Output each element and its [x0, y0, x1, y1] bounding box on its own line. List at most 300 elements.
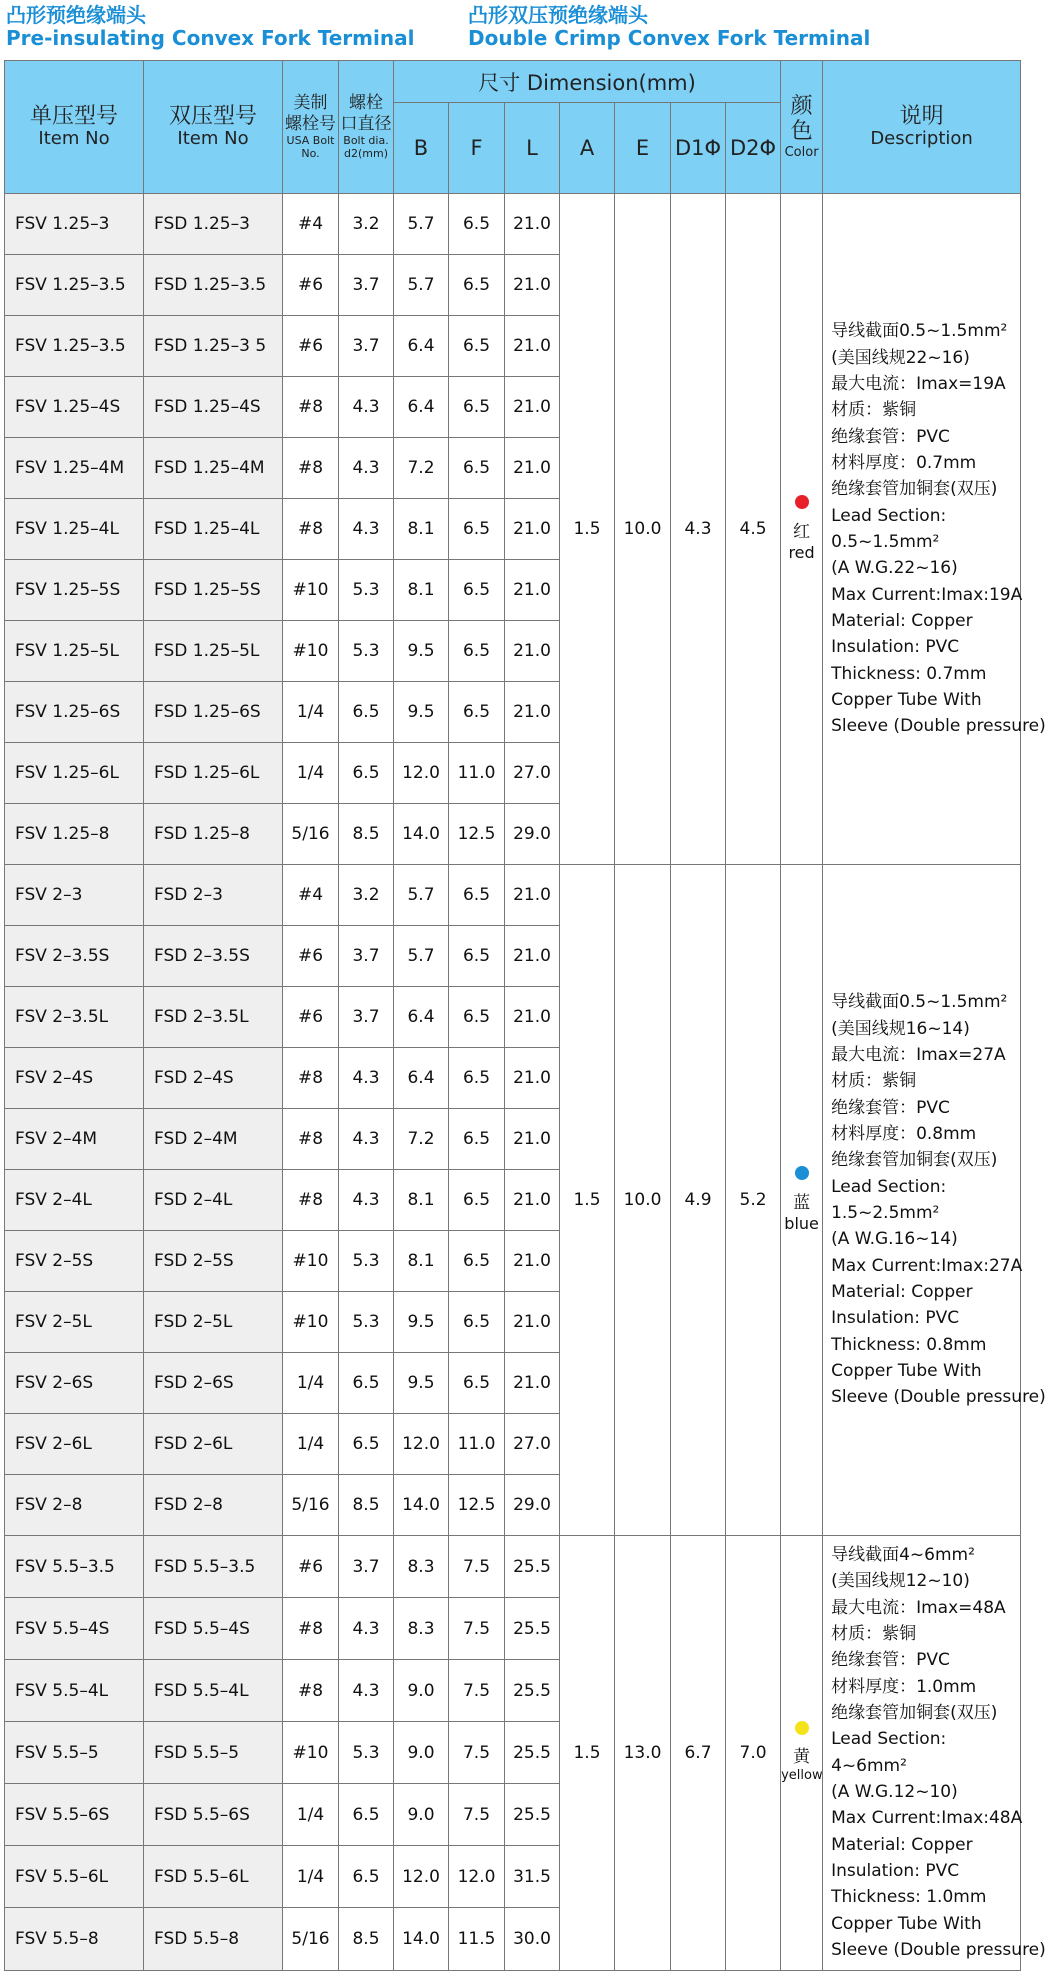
cell-dim-f: 6.5	[449, 255, 505, 316]
cell-dim-l: 21.0	[505, 438, 560, 499]
cell-dim-l: 21.0	[505, 987, 560, 1048]
color-label-cn: 黄	[793, 1747, 811, 1768]
description-line: (美国线规22~16)	[831, 347, 970, 368]
header-single-item	[5, 61, 144, 194]
cell-single-item-no: FSV 5.5–6S	[5, 1784, 144, 1846]
cell-bolt-dia: 8.5	[339, 1475, 394, 1536]
cell-bolt-dia: 4.3	[339, 1170, 394, 1231]
description-line: Copper Tube With	[831, 1913, 982, 1934]
description-line: 导线截面0.5~1.5mm²	[831, 321, 1008, 342]
cell-usa-bolt-no: #8	[283, 438, 339, 499]
cell-bolt-dia: 6.5	[339, 1353, 394, 1414]
cell-dim-l: 25.5	[505, 1660, 560, 1722]
header-bolt-en1: Bolt dia.	[343, 134, 389, 148]
cell-double-item-no: FSD 5.5–6S	[144, 1784, 283, 1846]
color-dot-icon	[795, 495, 809, 509]
cell-dim-l: 21.0	[505, 1231, 560, 1292]
cell-dim-f: 7.5	[449, 1784, 505, 1846]
cell-color	[781, 1536, 823, 1971]
cell-usa-bolt-no: #8	[283, 499, 339, 560]
cell-dim-f: 12.5	[449, 1475, 505, 1536]
cell-dim-l: 21.0	[505, 1353, 560, 1414]
cell-single-item-no: FSV 2–3	[5, 865, 144, 926]
cell-dim-l: 21.0	[505, 865, 560, 926]
cell-dim-f: 6.5	[449, 1170, 505, 1231]
cell-dim-b: 5.7	[394, 926, 449, 987]
cell-usa-bolt-no: #4	[283, 865, 339, 926]
cell-dim-b: 9.0	[394, 1784, 449, 1846]
description-line: Thickness: 1.0mm	[831, 1887, 987, 1908]
header-dimension: 尺寸 Dimension(mm)	[394, 61, 781, 103]
cell-usa-bolt-no: 1/4	[283, 1784, 339, 1846]
cell-double-item-no: FSD 2–5S	[144, 1231, 283, 1292]
cell-usa-bolt-no: #10	[283, 560, 339, 621]
cell-dim-l: 25.5	[505, 1598, 560, 1660]
title-right	[468, 4, 870, 50]
table-body	[5, 194, 1046, 1971]
cell-double-item-no: FSD 2–3	[144, 865, 283, 926]
cell-bolt-dia: 3.7	[339, 926, 394, 987]
description-line: 最大电流：Imax=27A	[831, 1044, 1006, 1065]
description-line: Sleeve (Double pressure)	[831, 1387, 1046, 1408]
cell-usa-bolt-no: #8	[283, 377, 339, 438]
cell-dim-b: 14.0	[394, 1475, 449, 1536]
cell-single-item-no: FSV 2–3.5L	[5, 987, 144, 1048]
header-desc-cn: 说明	[899, 104, 944, 129]
cell-dim-b: 9.0	[394, 1722, 449, 1784]
header-usa-bolt	[283, 61, 339, 194]
cell-single-item-no: FSV 5.5–3.5	[5, 1536, 144, 1598]
cell-usa-bolt-no: #10	[283, 1722, 339, 1784]
cell-dim-e: 10.0	[615, 865, 671, 1536]
description-line: Sleeve (Double pressure)	[831, 1940, 1046, 1961]
cell-dim-f: 6.5	[449, 926, 505, 987]
cell-dim-d1: 4.3	[671, 194, 726, 865]
cell-dim-b: 8.1	[394, 1170, 449, 1231]
cell-double-item-no: FSD 1.25–5L	[144, 621, 283, 682]
cell-bolt-dia: 5.3	[339, 560, 394, 621]
description-line: 绝缘套管加铜套(双压)	[831, 1150, 998, 1171]
cell-double-item-no: FSD 1.25–3 5	[144, 316, 283, 377]
description-line: Sleeve (Double pressure)	[831, 716, 1046, 737]
page-titles	[0, 0, 1024, 60]
cell-double-item-no: FSD 2–3.5L	[144, 987, 283, 1048]
cell-dim-b: 6.4	[394, 987, 449, 1048]
description-line: (A W.G.12~10)	[831, 1782, 958, 1803]
cell-single-item-no: FSV 2–5S	[5, 1231, 144, 1292]
cell-double-item-no: FSD 2–5L	[144, 1292, 283, 1353]
description-line: 绝缘套管：PVC	[831, 426, 950, 447]
cell-dim-b: 12.0	[394, 1846, 449, 1908]
cell-double-item-no: FSD 2–4L	[144, 1170, 283, 1231]
cell-dim-b: 5.7	[394, 255, 449, 316]
header-single-cn: 单压型号	[29, 104, 118, 129]
header-double-item	[144, 61, 283, 194]
cell-dim-f: 7.5	[449, 1536, 505, 1598]
cell-bolt-dia: 4.3	[339, 438, 394, 499]
cell-double-item-no: FSD 2–6S	[144, 1353, 283, 1414]
cell-dim-e: 10.0	[615, 194, 671, 865]
color-label-en: yellow	[781, 1768, 823, 1784]
table-row	[5, 194, 1021, 255]
cell-dim-f: 6.5	[449, 987, 505, 1048]
table-row	[5, 1536, 1021, 1598]
description-line: 材质：紫铜	[831, 400, 917, 421]
header-bolt-en2: d2(mm)	[344, 147, 388, 161]
description-line: 4~6mm²	[831, 1755, 907, 1776]
description-line: Max Current:Imax:27A	[831, 1255, 1023, 1276]
cell-usa-bolt-no: 5/16	[283, 1908, 339, 1970]
cell-dim-b: 8.1	[394, 1231, 449, 1292]
cell-bolt-dia: 4.3	[339, 499, 394, 560]
description-line: 绝缘套管：PVC	[831, 1650, 950, 1671]
cell-dim-l: 21.0	[505, 1170, 560, 1231]
description-line: Insulation: PVC	[831, 637, 960, 658]
cell-dim-f: 6.5	[449, 1109, 505, 1170]
cell-usa-bolt-no: #10	[283, 1231, 339, 1292]
cell-dim-f: 6.5	[449, 194, 505, 255]
cell-single-item-no: FSV 2–3.5S	[5, 926, 144, 987]
cell-bolt-dia: 4.3	[339, 1109, 394, 1170]
cell-bolt-dia: 8.5	[339, 1908, 394, 1970]
cell-usa-bolt-no: #6	[283, 1536, 339, 1598]
cell-single-item-no: FSV 1.25–8	[5, 804, 144, 865]
cell-dim-f: 6.5	[449, 438, 505, 499]
cell-dim-f: 6.5	[449, 865, 505, 926]
cell-bolt-dia: 5.3	[339, 1292, 394, 1353]
title-left-en: Pre-insulating Convex Fork Terminal	[6, 26, 415, 50]
cell-bolt-dia: 3.7	[339, 1536, 394, 1598]
cell-usa-bolt-no: #10	[283, 621, 339, 682]
header-double-cn: 双压型号	[168, 104, 257, 129]
cell-double-item-no: FSD 1.25–6S	[144, 682, 283, 743]
cell-dim-f: 6.5	[449, 1292, 505, 1353]
description-line: Material: Copper	[831, 1834, 973, 1855]
cell-bolt-dia: 6.5	[339, 1414, 394, 1475]
cell-double-item-no: FSD 2–4M	[144, 1109, 283, 1170]
cell-dim-l: 21.0	[505, 316, 560, 377]
cell-dim-l: 25.5	[505, 1536, 560, 1598]
description-line: Copper Tube With	[831, 690, 982, 711]
cell-bolt-dia: 4.3	[339, 1048, 394, 1109]
cell-dim-l: 27.0	[505, 1414, 560, 1475]
description-line: Thickness: 0.7mm	[831, 663, 987, 684]
header-D1: D1Φ	[671, 103, 726, 194]
cell-double-item-no: FSD 1.25–5S	[144, 560, 283, 621]
header-A: A	[560, 103, 615, 194]
description-line: 材料厚度：0.7mm	[831, 452, 977, 473]
description-line: 导线截面4~6mm²	[831, 1545, 975, 1565]
cell-dim-d1: 6.7	[671, 1536, 726, 1971]
description-line: 材料厚度：0.8mm	[831, 1123, 977, 1144]
cell-usa-bolt-no: #10	[283, 1292, 339, 1353]
cell-bolt-dia: 6.5	[339, 1784, 394, 1846]
description-line: 最大电流：Imax=19A	[831, 373, 1006, 394]
cell-dim-f: 6.5	[449, 1353, 505, 1414]
cell-double-item-no: FSD 5.5–8	[144, 1908, 283, 1970]
cell-double-item-no: FSD 1.25–4M	[144, 438, 283, 499]
cell-double-item-no: FSD 5.5–4L	[144, 1660, 283, 1722]
cell-dim-l: 21.0	[505, 926, 560, 987]
description-line: Material: Copper	[831, 611, 973, 632]
table-row	[5, 865, 1021, 926]
description-line: Insulation: PVC	[831, 1308, 960, 1329]
cell-double-item-no: FSD 2–8	[144, 1475, 283, 1536]
cell-bolt-dia: 6.5	[339, 743, 394, 804]
cell-dim-l: 21.0	[505, 255, 560, 316]
description-line: Lead Section:	[831, 1729, 947, 1750]
cell-single-item-no: FSV 1.25–4M	[5, 438, 144, 499]
cell-single-item-no: FSV 1.25–3	[5, 194, 144, 255]
cell-dim-l: 31.5	[505, 1846, 560, 1908]
description-line: Copper Tube With	[831, 1361, 982, 1382]
description-line: 1.5~2.5mm²	[831, 1203, 940, 1223]
description-line: (A W.G.16~14)	[831, 1229, 958, 1250]
color-label-cn: 红	[793, 521, 811, 542]
cell-dim-l: 21.0	[505, 621, 560, 682]
cell-color	[781, 865, 823, 1536]
header-desc-en: Description	[870, 128, 973, 150]
cell-description	[823, 1536, 1046, 1971]
description-line: (美国线规16~14)	[831, 1018, 970, 1039]
cell-dim-b: 14.0	[394, 804, 449, 865]
cell-dim-b: 12.0	[394, 743, 449, 804]
header-description	[823, 61, 1021, 194]
title-right-en: Double Crimp Convex Fork Terminal	[468, 26, 871, 50]
cell-single-item-no: FSV 2–5L	[5, 1292, 144, 1353]
cell-double-item-no: FSD 1.25–4L	[144, 499, 283, 560]
cell-dim-b: 9.5	[394, 621, 449, 682]
cell-dim-d2: 7.0	[726, 1536, 781, 1971]
cell-dim-l: 27.0	[505, 743, 560, 804]
cell-single-item-no: FSV 1.25–5L	[5, 621, 144, 682]
header-E: E	[615, 103, 671, 194]
cell-dim-l: 21.0	[505, 560, 560, 621]
cell-usa-bolt-no: #6	[283, 255, 339, 316]
header-F: F	[449, 103, 505, 194]
cell-dim-a: 1.5	[560, 194, 615, 865]
cell-dim-l: 21.0	[505, 1109, 560, 1170]
cell-bolt-dia: 5.3	[339, 1722, 394, 1784]
cell-dim-a: 1.5	[560, 1536, 615, 1971]
cell-dim-l: 25.5	[505, 1722, 560, 1784]
cell-usa-bolt-no: 5/16	[283, 804, 339, 865]
cell-single-item-no: FSV 2–4L	[5, 1170, 144, 1231]
cell-dim-b: 7.2	[394, 1109, 449, 1170]
title-left-cn: 凸形预绝缘端头	[6, 3, 146, 27]
cell-double-item-no: FSD 5.5–3.5	[144, 1536, 283, 1598]
title-left	[6, 4, 414, 50]
cell-description	[823, 194, 1046, 865]
cell-dim-b: 5.7	[394, 865, 449, 926]
cell-single-item-no: FSV 2–8	[5, 1475, 144, 1536]
cell-usa-bolt-no: 1/4	[283, 1414, 339, 1475]
cell-single-item-no: FSV 2–6L	[5, 1414, 144, 1475]
description-line: 绝缘套管：PVC	[831, 1097, 950, 1118]
description-line: 0.5~1.5mm²	[831, 532, 940, 552]
cell-usa-bolt-no: 1/4	[283, 743, 339, 804]
cell-double-item-no: FSD 5.5–4S	[144, 1598, 283, 1660]
header-usa-cn2: 螺栓号	[285, 113, 336, 134]
cell-bolt-dia: 3.7	[339, 987, 394, 1048]
cell-bolt-dia: 4.3	[339, 377, 394, 438]
cell-dim-b: 8.1	[394, 560, 449, 621]
cell-dim-f: 11.0	[449, 743, 505, 804]
cell-dim-b: 14.0	[394, 1908, 449, 1970]
description-line: Max Current:Imax:19A	[831, 584, 1023, 605]
cell-dim-f: 6.5	[449, 377, 505, 438]
cell-double-item-no: FSD 1.25–6L	[144, 743, 283, 804]
header-bolt-dia	[339, 61, 394, 194]
spec-table	[4, 60, 1046, 1971]
cell-usa-bolt-no: #8	[283, 1048, 339, 1109]
cell-usa-bolt-no: #4	[283, 194, 339, 255]
description-line: Insulation: PVC	[831, 1861, 960, 1882]
cell-dim-f: 11.0	[449, 1414, 505, 1475]
cell-single-item-no: FSV 1.25–4S	[5, 377, 144, 438]
cell-dim-l: 21.0	[505, 194, 560, 255]
cell-single-item-no: FSV 5.5–8	[5, 1908, 144, 1970]
description-line: 最大电流：Imax=48A	[831, 1597, 1006, 1618]
cell-single-item-no: FSV 1.25–6S	[5, 682, 144, 743]
cell-single-item-no: FSV 2–4S	[5, 1048, 144, 1109]
header-color	[781, 61, 823, 194]
header-B: B	[394, 103, 449, 194]
cell-dim-a: 1.5	[560, 865, 615, 1536]
cell-dim-l: 21.0	[505, 377, 560, 438]
cell-dim-f: 6.5	[449, 621, 505, 682]
cell-dim-b: 9.5	[394, 1353, 449, 1414]
cell-usa-bolt-no: #8	[283, 1660, 339, 1722]
cell-dim-f: 6.5	[449, 682, 505, 743]
cell-bolt-dia: 5.3	[339, 621, 394, 682]
cell-dim-l: 21.0	[505, 499, 560, 560]
cell-dim-f: 6.5	[449, 1231, 505, 1292]
cell-dim-b: 6.4	[394, 377, 449, 438]
header-double-en: Item No	[177, 128, 249, 150]
description-line: (美国线规12~10)	[831, 1571, 970, 1592]
cell-bolt-dia: 4.3	[339, 1660, 394, 1722]
cell-single-item-no: FSV 5.5–5	[5, 1722, 144, 1784]
cell-double-item-no: FSD 1.25–8	[144, 804, 283, 865]
cell-dim-b: 7.2	[394, 438, 449, 499]
cell-usa-bolt-no: 1/4	[283, 1353, 339, 1414]
cell-single-item-no: FSV 2–6S	[5, 1353, 144, 1414]
cell-usa-bolt-no: #8	[283, 1109, 339, 1170]
cell-dim-b: 8.3	[394, 1598, 449, 1660]
cell-bolt-dia: 3.2	[339, 194, 394, 255]
cell-bolt-dia: 8.5	[339, 804, 394, 865]
header-usa-en: USA Bolt No.	[286, 134, 335, 161]
cell-dim-b: 6.4	[394, 1048, 449, 1109]
cell-usa-bolt-no: #8	[283, 1598, 339, 1660]
cell-dim-b: 8.1	[394, 499, 449, 560]
cell-double-item-no: FSD 2–3.5S	[144, 926, 283, 987]
cell-dim-l: 29.0	[505, 804, 560, 865]
header-bolt-cn1: 螺栓	[349, 93, 383, 114]
cell-dim-b: 9.5	[394, 1292, 449, 1353]
description-line: Material: Copper	[831, 1282, 973, 1303]
description-line: (A W.G.22~16)	[831, 558, 958, 579]
cell-usa-bolt-no: 1/4	[283, 682, 339, 743]
cell-single-item-no: FSV 1.25–5S	[5, 560, 144, 621]
description-line: 材质：紫铜	[831, 1071, 917, 1092]
cell-dim-d2: 4.5	[726, 194, 781, 865]
cell-single-item-no: FSV 1.25–4L	[5, 499, 144, 560]
cell-usa-bolt-no: #8	[283, 1170, 339, 1231]
cell-dim-l: 21.0	[505, 1292, 560, 1353]
cell-bolt-dia: 4.3	[339, 1598, 394, 1660]
description-line: 绝缘套管加铜套(双压)	[831, 479, 998, 500]
cell-dim-e: 13.0	[615, 1536, 671, 1971]
cell-double-item-no: FSD 5.5–5	[144, 1722, 283, 1784]
header-single-en: Item No	[38, 128, 110, 150]
cell-single-item-no: FSV 5.5–6L	[5, 1846, 144, 1908]
cell-double-item-no: FSD 2–6L	[144, 1414, 283, 1475]
cell-double-item-no: FSD 1.25–4S	[144, 377, 283, 438]
cell-dim-d2: 5.2	[726, 865, 781, 1536]
description-line: 绝缘套管加铜套(双压)	[831, 1703, 998, 1724]
cell-dim-l: 21.0	[505, 1048, 560, 1109]
cell-dim-d1: 4.9	[671, 865, 726, 1536]
cell-single-item-no: FSV 1.25–3.5	[5, 255, 144, 316]
header-bolt-cn2: 口直径	[340, 113, 392, 134]
cell-dim-b: 9.5	[394, 682, 449, 743]
color-label-cn: 蓝	[793, 1192, 811, 1213]
cell-dim-f: 12.0	[449, 1846, 505, 1908]
cell-dim-b: 8.3	[394, 1536, 449, 1598]
cell-dim-f: 6.5	[449, 1048, 505, 1109]
table-header	[5, 61, 1021, 194]
description-line: 材质：紫铜	[831, 1624, 917, 1645]
cell-dim-b: 12.0	[394, 1414, 449, 1475]
color-dot-icon	[795, 1166, 809, 1180]
header-L: L	[505, 103, 560, 194]
color-label-en: red	[788, 542, 815, 562]
cell-single-item-no: FSV 1.25–6L	[5, 743, 144, 804]
cell-dim-f: 6.5	[449, 316, 505, 377]
description-line: Thickness: 0.8mm	[831, 1334, 987, 1355]
description-line: Lead Section:	[831, 505, 947, 526]
cell-dim-l: 29.0	[505, 1475, 560, 1536]
header-usa-cn1: 美制	[293, 93, 328, 114]
header-color-cn2: 色	[790, 119, 813, 145]
description-line: Lead Section:	[831, 1176, 947, 1197]
description-line: Max Current:Imax:48A	[831, 1808, 1023, 1829]
cell-single-item-no: FSV 1.25–3.5	[5, 316, 144, 377]
cell-double-item-no: FSD 1.25–3.5	[144, 255, 283, 316]
cell-dim-l: 25.5	[505, 1784, 560, 1846]
cell-double-item-no: FSD 1.25–3	[144, 194, 283, 255]
cell-single-item-no: FSV 2–4M	[5, 1109, 144, 1170]
cell-single-item-no: FSV 5.5–4L	[5, 1660, 144, 1722]
cell-bolt-dia: 6.5	[339, 682, 394, 743]
cell-dim-b: 5.7	[394, 194, 449, 255]
cell-dim-f: 6.5	[449, 499, 505, 560]
cell-color	[781, 194, 823, 865]
cell-bolt-dia: 6.5	[339, 1846, 394, 1908]
cell-dim-f: 7.5	[449, 1660, 505, 1722]
cell-dim-l: 30.0	[505, 1908, 560, 1970]
cell-usa-bolt-no: 5/16	[283, 1475, 339, 1536]
cell-bolt-dia: 3.7	[339, 255, 394, 316]
cell-bolt-dia: 5.3	[339, 1231, 394, 1292]
cell-bolt-dia: 3.2	[339, 865, 394, 926]
header-color-cn1: 颜	[790, 93, 813, 119]
color-dot-icon	[795, 1721, 809, 1735]
cell-dim-b: 9.0	[394, 1660, 449, 1722]
cell-usa-bolt-no: #6	[283, 987, 339, 1048]
